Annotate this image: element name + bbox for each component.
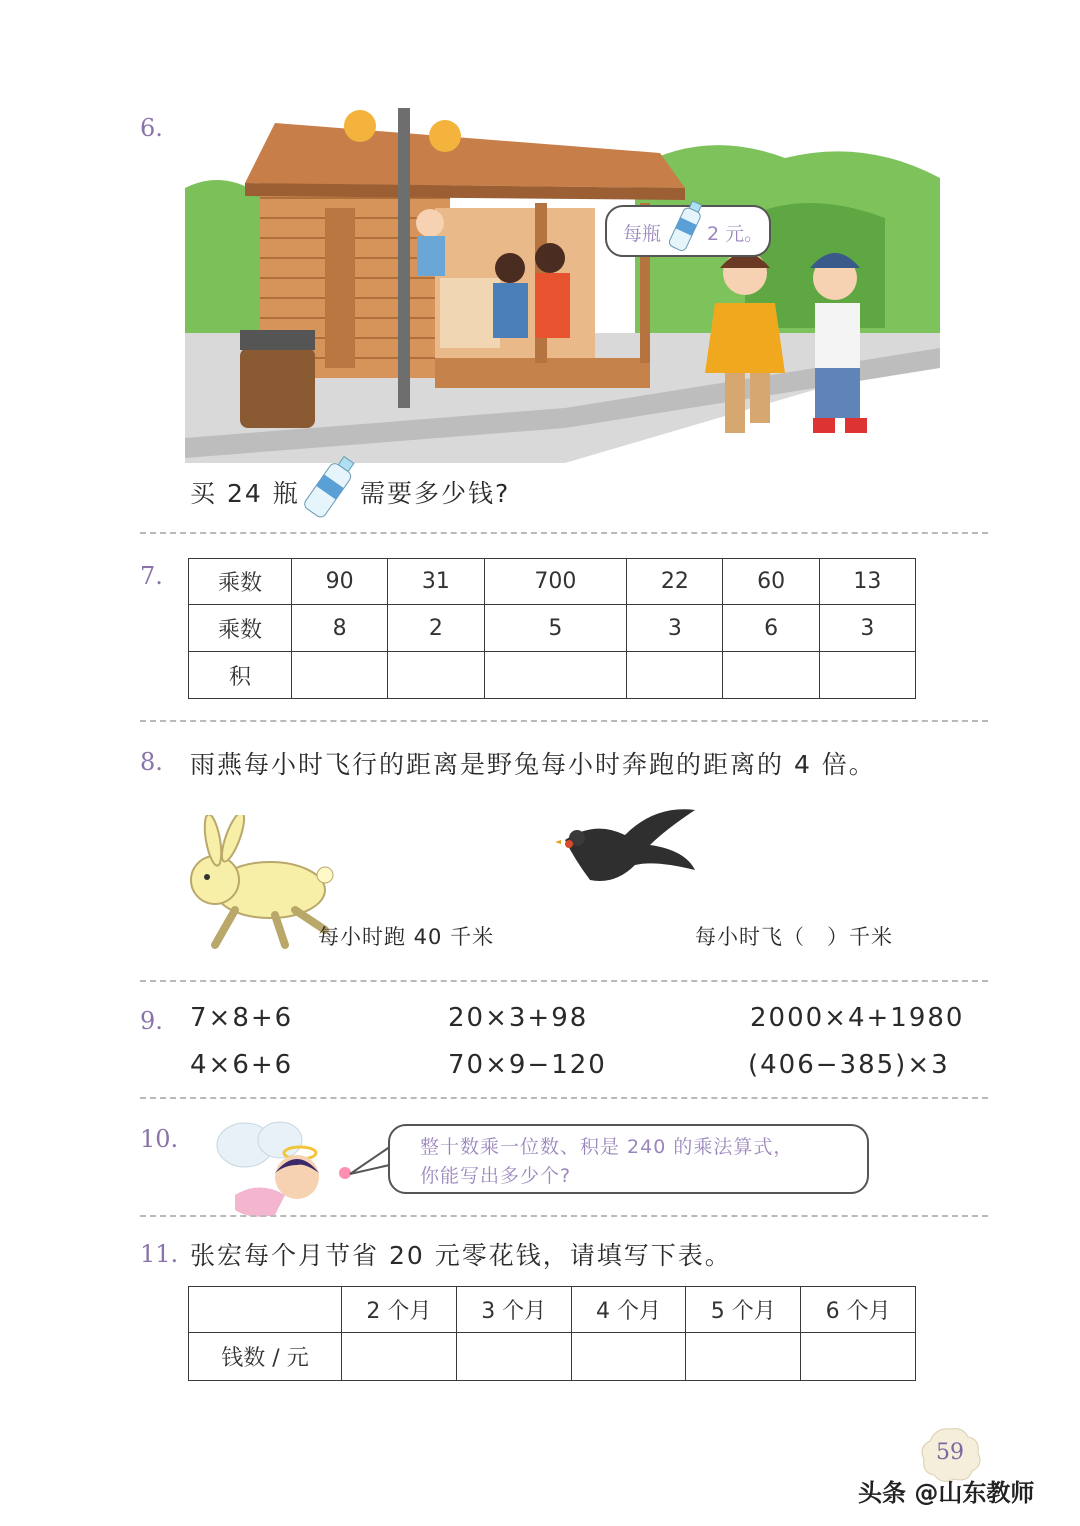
table-row: [189, 1287, 916, 1333]
answer-cell[interactable]: [723, 652, 819, 699]
swallow-icon: [555, 800, 700, 890]
column-header: 5 个月: [686, 1287, 801, 1333]
page-number: 59: [936, 1440, 964, 1465]
table-cell: [189, 1287, 342, 1333]
answer-cell[interactable]: [388, 652, 484, 699]
q11-number: 11.: [140, 1240, 179, 1268]
table-cell: 5: [484, 605, 627, 652]
expression: (406−385)×3: [748, 1050, 950, 1080]
table-cell: 13: [819, 559, 915, 605]
column-header: 6 个月: [801, 1287, 916, 1333]
table-cell: 31: [388, 559, 484, 605]
q10-bubble-line1: 整十数乘一位数、积是 240 的乘法算式，: [420, 1136, 794, 1158]
answer-cell[interactable]: [484, 652, 627, 699]
expression: 70×9−120: [448, 1050, 607, 1080]
q10-bubble-line2: 你能写出多少个?: [420, 1165, 572, 1187]
expression: 2000×4+1980: [750, 1003, 965, 1033]
table-cell: 60: [723, 559, 819, 605]
answer-cell[interactable]: [292, 652, 388, 699]
answer-cell[interactable]: [801, 1333, 916, 1381]
separator: [140, 980, 988, 982]
water-bottle-icon: [300, 452, 360, 522]
answer-cell[interactable]: [342, 1333, 457, 1381]
expression: 7×8+6: [190, 1003, 294, 1033]
table-cell: 3: [819, 605, 915, 652]
q11-savings-table: [188, 1286, 916, 1381]
table-row: [189, 559, 916, 605]
q8-text: 雨燕每小时飞行的距离是野兔每小时奔跑的距离的 4 倍。: [190, 750, 876, 779]
table-cell: 22: [627, 559, 723, 605]
table-cell: 2: [388, 605, 484, 652]
separator: [140, 532, 988, 534]
q6-bubble-suffix: 2 元。: [707, 223, 764, 245]
q11-text: 张宏每个月节省 20 元零花钱，请填写下表。: [190, 1241, 732, 1270]
q10-speech-bubble: [388, 1124, 869, 1194]
answer-cell[interactable]: [686, 1333, 801, 1381]
swallow-caption: 每小时飞（ ）千米: [695, 925, 893, 949]
row-header: 乘数: [189, 605, 292, 652]
q6-number: 6.: [140, 114, 163, 142]
table-row: [189, 605, 916, 652]
separator: [140, 720, 988, 722]
row-header: 积: [189, 652, 292, 699]
expression: 4×6+6: [190, 1050, 294, 1080]
answer-cell[interactable]: [627, 652, 723, 699]
table-cell: 3: [627, 605, 723, 652]
q7-multiplication-table: [188, 558, 916, 699]
q10-number: 10.: [140, 1125, 179, 1153]
q6-bubble-prefix: 每瓶: [623, 223, 662, 245]
answer-cell[interactable]: [456, 1333, 571, 1381]
q8-number: 8.: [140, 748, 163, 776]
q6-question-prefix: 买 24 瓶: [190, 479, 300, 508]
table-cell: 700: [484, 559, 627, 605]
water-bottle-icon: [669, 199, 705, 255]
answer-cell[interactable]: [571, 1333, 686, 1381]
row-header: 钱数 / 元: [189, 1333, 342, 1381]
column-header: 3 个月: [456, 1287, 571, 1333]
q6-price-bubble: [605, 205, 771, 257]
separator: [140, 1215, 988, 1217]
table-cell: 8: [292, 605, 388, 652]
watermark: 头条 @山东教师: [858, 1479, 1035, 1507]
table-cell: 90: [292, 559, 388, 605]
table-cell: 6: [723, 605, 819, 652]
q7-number: 7.: [140, 562, 163, 590]
column-header: 4 个月: [571, 1287, 686, 1333]
table-row: [189, 1333, 916, 1381]
kiosk-scene: [185, 108, 945, 463]
answer-cell[interactable]: [819, 652, 915, 699]
column-header: 2 个月: [342, 1287, 457, 1333]
q9-number: 9.: [140, 1007, 163, 1035]
row-header: 乘数: [189, 559, 292, 605]
expression: 20×3+98: [448, 1003, 589, 1033]
table-row: [189, 652, 916, 699]
q6-question-suffix: 需要多少钱?: [360, 479, 511, 508]
separator: [140, 1097, 988, 1099]
rabbit-caption: 每小时跑 40 千米: [318, 925, 495, 949]
fairy-icon: [205, 1115, 355, 1225]
